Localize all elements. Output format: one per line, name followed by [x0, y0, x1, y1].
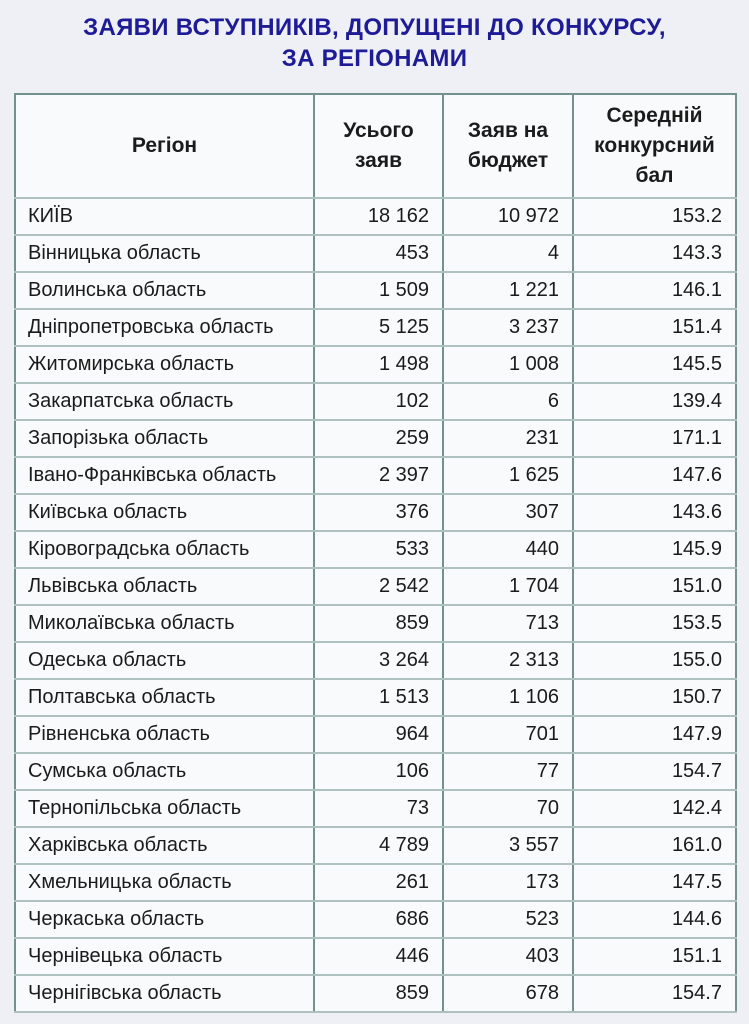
average-score-cell: 151.1	[573, 938, 736, 975]
total-applications-cell: 1 513	[314, 679, 443, 716]
total-applications-cell: 686	[314, 901, 443, 938]
average-score-cell: 145.5	[573, 346, 736, 383]
table-row	[15, 272, 736, 309]
region-cell: Житомирська область	[15, 346, 314, 383]
region-cell: Вінницька область	[15, 235, 314, 272]
total-applications-cell: 446	[314, 938, 443, 975]
average-score-cell: 147.6	[573, 457, 736, 494]
total-applications-cell: 102	[314, 383, 443, 420]
region-cell: Сумська область	[15, 753, 314, 790]
header-row	[15, 94, 736, 198]
average-score-cell: 147.9	[573, 716, 736, 753]
budget-applications-cell: 523	[443, 901, 573, 938]
region-cell: Київська область	[15, 494, 314, 531]
total-applications-cell: 1 509	[314, 272, 443, 309]
budget-applications-cell: 307	[443, 494, 573, 531]
table-row	[15, 346, 736, 383]
average-score-cell: 150.7	[573, 679, 736, 716]
average-score-cell: 151.0	[573, 568, 736, 605]
total-applications-cell: 3 264	[314, 642, 443, 679]
table-row	[15, 975, 736, 1012]
budget-applications-cell: 1 704	[443, 568, 573, 605]
table-row	[15, 235, 736, 272]
total-applications-cell: 4 789	[314, 827, 443, 864]
table-row	[15, 790, 736, 827]
average-score-cell: 146.1	[573, 272, 736, 309]
total-applications-cell: 2 397	[314, 457, 443, 494]
budget-applications-cell: 701	[443, 716, 573, 753]
total-applications-cell: 859	[314, 975, 443, 1012]
total-applications-cell: 259	[314, 420, 443, 457]
budget-applications-cell: 3 237	[443, 309, 573, 346]
header-cell-total-applications: Усього заяв	[314, 94, 443, 198]
budget-applications-cell: 6	[443, 383, 573, 420]
budget-applications-cell: 3 557	[443, 827, 573, 864]
average-score-cell: 154.7	[573, 753, 736, 790]
total-applications-cell: 376	[314, 494, 443, 531]
table-row	[15, 309, 736, 346]
budget-applications-cell: 2 313	[443, 642, 573, 679]
budget-applications-cell: 4	[443, 235, 573, 272]
table-row	[15, 383, 736, 420]
average-score-cell: 154.7	[573, 975, 736, 1012]
header-cell-average-score: Середній конкурсний бал	[573, 94, 736, 198]
region-cell: Волинська область	[15, 272, 314, 309]
total-applications-cell: 533	[314, 531, 443, 568]
header-cell-budget-applications: Заяв на бюджет	[443, 94, 573, 198]
regions-table	[14, 93, 737, 1013]
total-applications-cell: 453	[314, 235, 443, 272]
average-score-cell: 151.4	[573, 309, 736, 346]
budget-applications-cell: 10 972	[443, 198, 573, 235]
region-cell: Миколаївська область	[15, 605, 314, 642]
table-row	[15, 642, 736, 679]
budget-applications-cell: 77	[443, 753, 573, 790]
region-cell: Черкаська область	[15, 901, 314, 938]
table-row	[15, 605, 736, 642]
total-applications-cell: 1 498	[314, 346, 443, 383]
average-score-cell: 147.5	[573, 864, 736, 901]
budget-applications-cell: 1 625	[443, 457, 573, 494]
table-body	[15, 198, 736, 1012]
average-score-cell: 143.6	[573, 494, 736, 531]
budget-applications-cell: 403	[443, 938, 573, 975]
average-score-cell: 139.4	[573, 383, 736, 420]
region-cell: Кіровоградська область	[15, 531, 314, 568]
table-row	[15, 531, 736, 568]
table-row	[15, 716, 736, 753]
average-score-cell: 143.3	[573, 235, 736, 272]
table-row	[15, 864, 736, 901]
total-applications-cell: 261	[314, 864, 443, 901]
region-cell: Дніпропетровська область	[15, 309, 314, 346]
total-applications-cell: 106	[314, 753, 443, 790]
budget-applications-cell: 713	[443, 605, 573, 642]
page-title-line1: ЗАЯВИ ВСТУПНИКІВ, ДОПУЩЕНІ ДО КОНКУРСУ,	[83, 14, 666, 41]
page-title-line2: ЗА РЕГІОНАМИ	[281, 45, 468, 72]
region-cell: Запорізька область	[15, 420, 314, 457]
region-cell: Хмельницька область	[15, 864, 314, 901]
budget-applications-cell: 1 008	[443, 346, 573, 383]
table-row	[15, 753, 736, 790]
header-cell-region: Регіон	[15, 94, 314, 198]
region-cell: Івано-Франківська область	[15, 457, 314, 494]
budget-applications-cell: 440	[443, 531, 573, 568]
budget-applications-cell: 70	[443, 790, 573, 827]
budget-applications-cell: 231	[443, 420, 573, 457]
budget-applications-cell: 1 106	[443, 679, 573, 716]
total-applications-cell: 859	[314, 605, 443, 642]
total-applications-cell: 5 125	[314, 309, 443, 346]
table-row	[15, 827, 736, 864]
region-cell: Чернігівська область	[15, 975, 314, 1012]
table-row	[15, 568, 736, 605]
table-row	[15, 420, 736, 457]
table-row	[15, 901, 736, 938]
table-row	[15, 198, 736, 235]
budget-applications-cell: 678	[443, 975, 573, 1012]
total-applications-cell: 73	[314, 790, 443, 827]
average-score-cell: 144.6	[573, 901, 736, 938]
region-cell: КИЇВ	[15, 198, 314, 235]
table-row	[15, 679, 736, 716]
region-cell: Львівська область	[15, 568, 314, 605]
table-row	[15, 938, 736, 975]
average-score-cell: 145.9	[573, 531, 736, 568]
table-row	[15, 494, 736, 531]
region-cell: Тернопільська область	[15, 790, 314, 827]
average-score-cell: 153.5	[573, 605, 736, 642]
average-score-cell: 142.4	[573, 790, 736, 827]
page-title	[0, 0, 749, 74]
budget-applications-cell: 1 221	[443, 272, 573, 309]
region-cell: Рівненська область	[15, 716, 314, 753]
total-applications-cell: 964	[314, 716, 443, 753]
region-cell: Закарпатська область	[15, 383, 314, 420]
region-cell: Харківська область	[15, 827, 314, 864]
region-cell: Полтавська область	[15, 679, 314, 716]
average-score-cell: 153.2	[573, 198, 736, 235]
average-score-cell: 161.0	[573, 827, 736, 864]
region-cell: Одеська область	[15, 642, 314, 679]
average-score-cell: 155.0	[573, 642, 736, 679]
table-row	[15, 457, 736, 494]
budget-applications-cell: 173	[443, 864, 573, 901]
total-applications-cell: 2 542	[314, 568, 443, 605]
region-cell: Чернівецька область	[15, 938, 314, 975]
total-applications-cell: 18 162	[314, 198, 443, 235]
average-score-cell: 171.1	[573, 420, 736, 457]
